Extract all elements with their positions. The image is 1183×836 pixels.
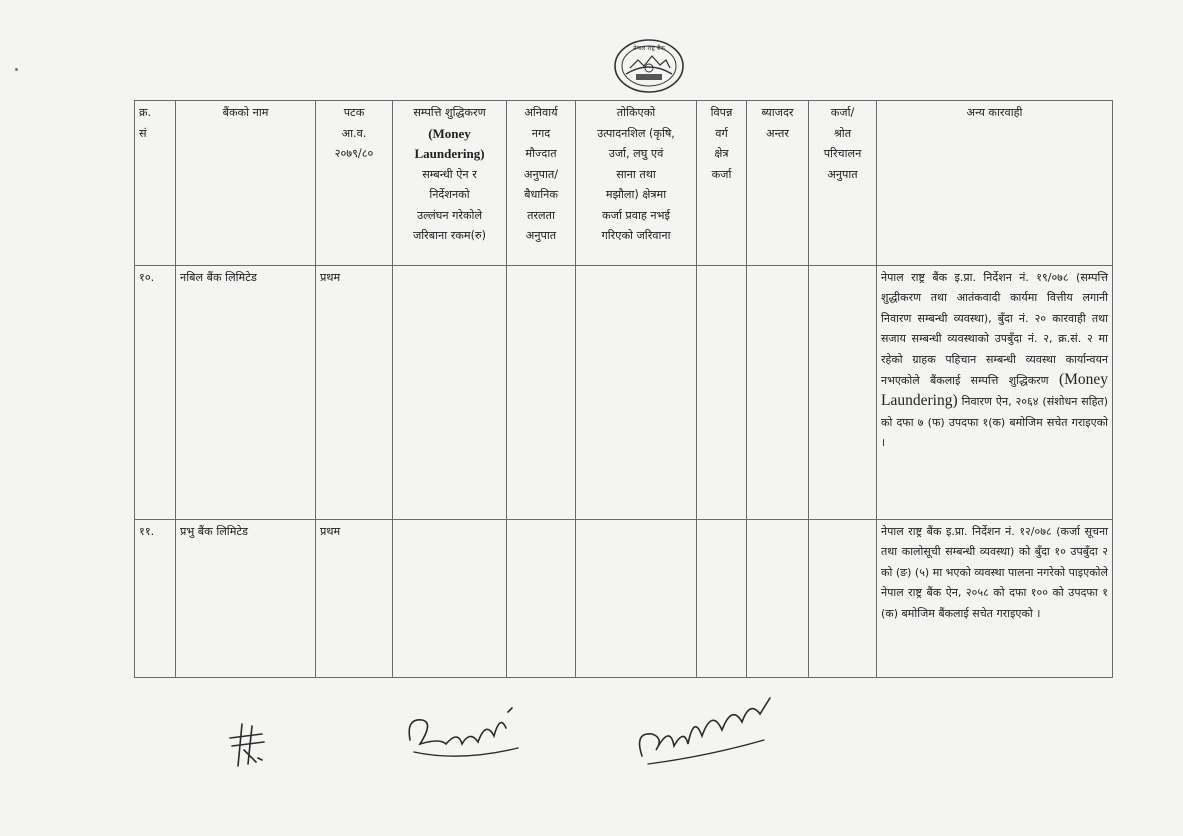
cell-empty (507, 266, 576, 520)
cell-empty (393, 266, 507, 520)
header-cd-ratio: कर्जा/ श्रोत परिचालन अनुपात (809, 101, 877, 266)
action-english-text: (Money Laundering) (881, 371, 1109, 410)
cell-empty (697, 520, 747, 678)
header-instance: पटक आ.व. २०७९/८० (316, 101, 393, 266)
scan-speck (15, 68, 18, 71)
action-text: नेपाल राष्ट्र बैंक इ.प्रा. निर्देशन नं. १९/०७८ (सम्पत्ति शुद्धीकरण तथा आतंकवादी कार्यमा वित्तीय लगानी निवारण सम्बन्धी व्यवस्था), बुँदा नं. २० कारवाही तथा सजाय सम्बन्धी व्यवस्थाको उपबुँदा नं. २, क्र.सं. २ मा रहेको ग्राहक पहिचान सम्बन्धी व्यवस्था कार्यान्वयन नभएकोले बैंकलाई सम्पत्ति शुद्धिकरण (881, 271, 1108, 388)
cell-sn: १०. (135, 266, 176, 520)
header-deprived-sector: विपन्न वर्ग क्षेत्र कर्जा (697, 101, 747, 266)
header-crr-slr: अनिवार्य नगद मौज्दात अनुपात/ बैधानिक तरलता अनुपात (507, 101, 576, 266)
header-bank-name: बैंकको नाम (176, 101, 316, 266)
cell-other-action (877, 266, 1113, 520)
cell-empty (507, 520, 576, 678)
cell-instance: प्रथम (316, 266, 393, 520)
cell-empty (576, 266, 697, 520)
action-text: निवारण ऐन, २०६४ (संशोधन सहित) को दफा ७ (फ) उपदफा १(क) बमोजिम सचेत गराइएको । (881, 395, 1108, 450)
header-money-laundering-fine: सम्पत्ति शुद्धिकरण (Money Laundering) सम्बन्धी ऐन र निर्देशनको उल्लंघन गरेकोले जरिबाना रकम(रु) (393, 101, 507, 266)
cell-instance: प्रथम (316, 520, 393, 678)
seal-text: नेपाल राष्ट्र बैंक (633, 45, 665, 52)
cell-empty (747, 266, 809, 520)
cell-empty (809, 266, 877, 520)
header-sn: क्र. सं (135, 101, 176, 266)
signature-2 (400, 700, 530, 766)
nrb-seal-logo (612, 38, 686, 94)
cell-empty (697, 266, 747, 520)
cell-sn: ११. (135, 520, 176, 678)
cell-bank-name: प्रभु बैंक लिमिटेड (176, 520, 316, 678)
cell-empty (747, 520, 809, 678)
cell-empty (576, 520, 697, 678)
cell-bank-name: नबिल बैंक लिमिटेड (176, 266, 316, 520)
header-productive-sector-fine: तोकिएको उत्पादनशिल (कृषि, उर्जा, लघु एवं साना तथा मझौला) क्षेत्रमा कर्जा प्रवाह नभई गरिएको जरिवाना (576, 101, 697, 266)
penalty-table (134, 100, 1113, 678)
action-text: नेपाल राष्ट्र बैंक इ.प्रा. निर्देशन नं. १२/०७८ (कर्जा सूचना तथा कालोसूची सम्बन्धी व्यवस्था) को बुँदा १० उपबुँदा २ को (ङ) (५) मा भएको व्यवस्था पालना नगरेको पाइएकोले नेपाल राष्ट्र बैंक ऐन, २०५८ को दफा १०० को उपदफा १ (क) बमोजिम बैंकलाई सचेत गराइएको । (881, 525, 1108, 620)
cell-other-action (877, 520, 1113, 678)
cell-empty (393, 520, 507, 678)
signature-3 (628, 690, 778, 774)
cell-empty (809, 520, 877, 678)
header-row (135, 101, 1113, 266)
signature-1 (218, 716, 278, 774)
header-interest-spread: ब्याजदर अन्तर (747, 101, 809, 266)
table-row (135, 266, 1113, 520)
table-row (135, 520, 1113, 678)
header-other-action: अन्य कारवाही (877, 101, 1113, 266)
